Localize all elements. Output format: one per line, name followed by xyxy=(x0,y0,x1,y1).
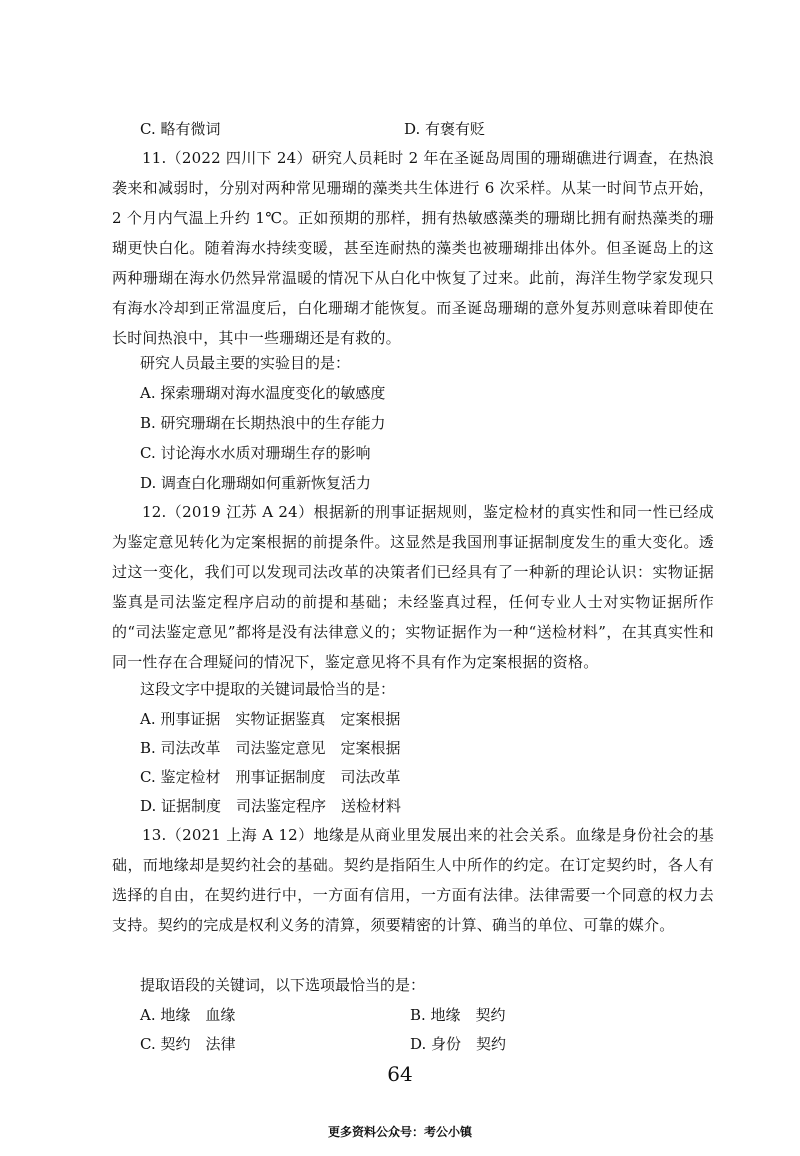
option-c-prev: C. 略有微词 xyxy=(140,120,221,138)
question-13-option-b: B. 地缘 契约 xyxy=(410,1006,506,1024)
question-12-option-b: B. 司法改革 司法鉴定意见 定案根据 xyxy=(140,739,401,757)
question-11-prompt: 研究人员最主要的实验目的是： xyxy=(140,354,351,372)
question-12-option-c: C. 鉴定检材 刑事证据制度 司法改革 xyxy=(140,768,401,786)
footer-watermark-text: 更多资料公众号：考公小镇 xyxy=(327,1125,472,1139)
question-13-option-a: A. 地缘 血缘 xyxy=(140,1006,236,1024)
question-12-option-d: D. 证据制度 司法鉴定程序 送检材料 xyxy=(140,797,402,815)
question-13-stem: 13.（2021 上海 A 12）地缘是从商业里发展出来的社会关系。血缘是身份社会的基础，而地缘却是契约社会的基础。契约是指陌生人中所作的约定。在订定契约时，各人有选择的自由，在契约进行中，一方面有信用，一方面有法律。法律需要一个同意的权力去支持。契约的完成是权利义务的清算，须要精密的计算、确当的单位、可靠的媒介。 xyxy=(112,826,714,934)
question-11-option-c: C. 讨论海水水质对珊瑚生存的影响 xyxy=(140,444,371,462)
question-13-option-d: D. 身份 契约 xyxy=(410,1035,507,1053)
page-number: 64 xyxy=(387,1062,413,1086)
option-d-prev: D. 有褒有贬 xyxy=(404,120,486,138)
question-11-option-b: B. 研究珊瑚在长期热浪中的生存能力 xyxy=(140,414,386,432)
question-12-stem: 12.（2019 江苏 A 24）根据新的刑事证据规则，鉴定检材的真实性和同一性已经成为鉴定意见转化为定案根据的前提条件。这显然是我国刑事证据制度发生的重大变化。透过这一变化，我们可以发现司法改革的决策者们已经具有了一种新的理论认识：实物证据鉴真是司法鉴定程序启动的前提和基础；未经鉴真过程，任何专业人士对实物证据所作的“司法鉴定意见”都将是没有法律意义的；实物证据作为一种“送检材料”，在其真实性和同一性存在合理疑问的情况下，鉴定意见将不具有作为定案根据的资格。 xyxy=(112,503,714,671)
question-11-option-a: A. 探索珊瑚对海水温度变化的敏感度 xyxy=(140,384,386,402)
question-13-option-c: C. 契约 法律 xyxy=(140,1035,236,1053)
question-12-option-a: A. 刑事证据 实物证据鉴真 定案根据 xyxy=(140,710,401,728)
question-13-prompt: 提取语段的关键词，以下选项最恰当的是： xyxy=(140,976,426,994)
question-11-option-d: D. 调查白化珊瑚如何重新恢复活力 xyxy=(140,474,372,492)
question-11-stem: 11.（2022 四川下 24）研究人员耗时 2 年在圣诞岛周围的珊瑚礁进行调查，在热浪袭来和减弱时，分别对两种常见珊瑚的藻类共生体进行 6 次采样。从某一时间节点开始，2 个月内气温上升约 1℃。正如预期的那样，拥有热敏感藻类的珊瑚比拥有耐热藻类的珊瑚更快白化。随着海水持续变暖，甚至连耐热的藻类也被珊瑚排出体外。但圣诞岛上的这两种珊瑚在海水仍然异常温暖的情况下从白化中恢复了过来。此前，海洋生物学家发现只有海水冷却到正常温度后，白化珊瑚才能恢复。而圣诞岛珊瑚的意外复苏则意味着即使在长时间热浪中，其中一些珊瑚还是有救的。 xyxy=(112,149,714,347)
question-12-prompt: 这段文字中提取的关键词最恰当的是： xyxy=(140,680,396,698)
